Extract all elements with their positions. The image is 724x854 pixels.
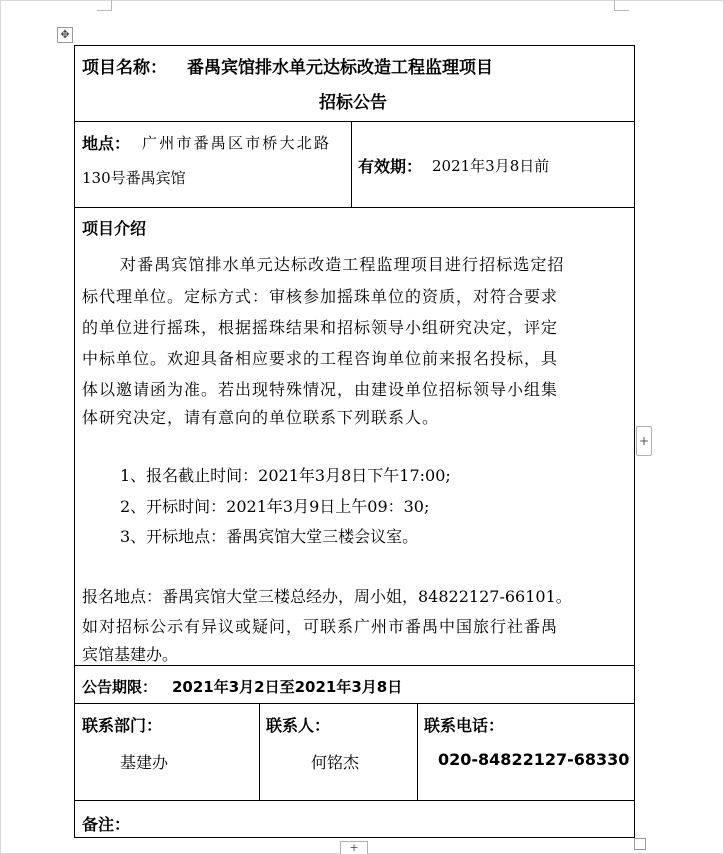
intro-line: 体以邀请函为准。若出现特殊情况，由建设单位招标领导小组集 [82,380,559,399]
location-label: 地点： [82,134,131,153]
remarks-label: 备注： [82,815,131,834]
contact-dept-value: 基建办 [120,753,169,772]
project-name-line2: 招标公告 [319,93,387,113]
contact-dept-label: 联系部门： [82,716,163,735]
contact-person-value: 何铭杰 [311,753,360,772]
contact-person-label: 联系人： [266,716,331,735]
margin-corner-mark-left [97,0,112,11]
intro-line: 中标单位。欢迎具备相应要求的工程咨询单位前来报名投标，具 [82,349,559,368]
contact-phone-label: 联系电话： [424,716,505,735]
table-resize-handle-icon[interactable] [634,838,646,850]
margin-corner-mark-right [614,0,629,11]
project-name-label: 项目名称： [82,58,167,78]
add-column-icon[interactable]: + [636,426,652,456]
project-name-line1: 番禺宾馆排水单元达标改造工程监理项目 [187,58,493,78]
validity-value: 2021年3月8日前 [432,157,550,175]
schedule-item: 1、报名截止时间：2021年3月8日下午17:00; [120,466,451,485]
intro-line: 对番禺宾馆排水单元达标改造工程监理项目进行招标选定招 [120,255,565,274]
registration-line: 宾馆基建办。 [82,645,179,664]
registration-line: 报名地点：番禺宾馆大堂三楼总经办，周小姐，84822127-66101。 [82,587,572,606]
add-row-icon[interactable]: + [340,841,368,854]
schedule-item: 3、开标地点：番禺宾馆大堂三楼会议室。 [120,527,419,546]
location-line2: 130号番禺宾馆 [82,169,186,187]
table-move-handle-icon[interactable]: ✥ [57,27,73,43]
intro-heading: 项目介绍 [82,219,147,238]
schedule-item: 2、开标时间：2021年3月9日上午09：30; [120,497,430,516]
intro-line: 标代理单位。定标方式：审核参加摇珠单位的资质，对符合要求 [82,287,559,306]
contact-phone-value: 020-84822127-68330 [438,750,630,769]
intro-line: 体研究决定，请有意向的单位联系下列联系人。 [82,408,440,427]
notice-period-label: 公告期限： [82,678,158,696]
validity-label: 有效期： [358,157,423,176]
notice-period-value: 2021年3月2日至2021年3月8日 [172,678,403,696]
location-line1: 广州市番禺区市桥大北路 [142,134,332,152]
registration-line: 如对招标公示有异议或疑问，可联系广州市番禺中国旅行社番禺 [82,617,559,636]
intro-line: 的单位进行摇珠，根据摇珠结果和招标领导小组研究决定，评定 [82,318,559,337]
